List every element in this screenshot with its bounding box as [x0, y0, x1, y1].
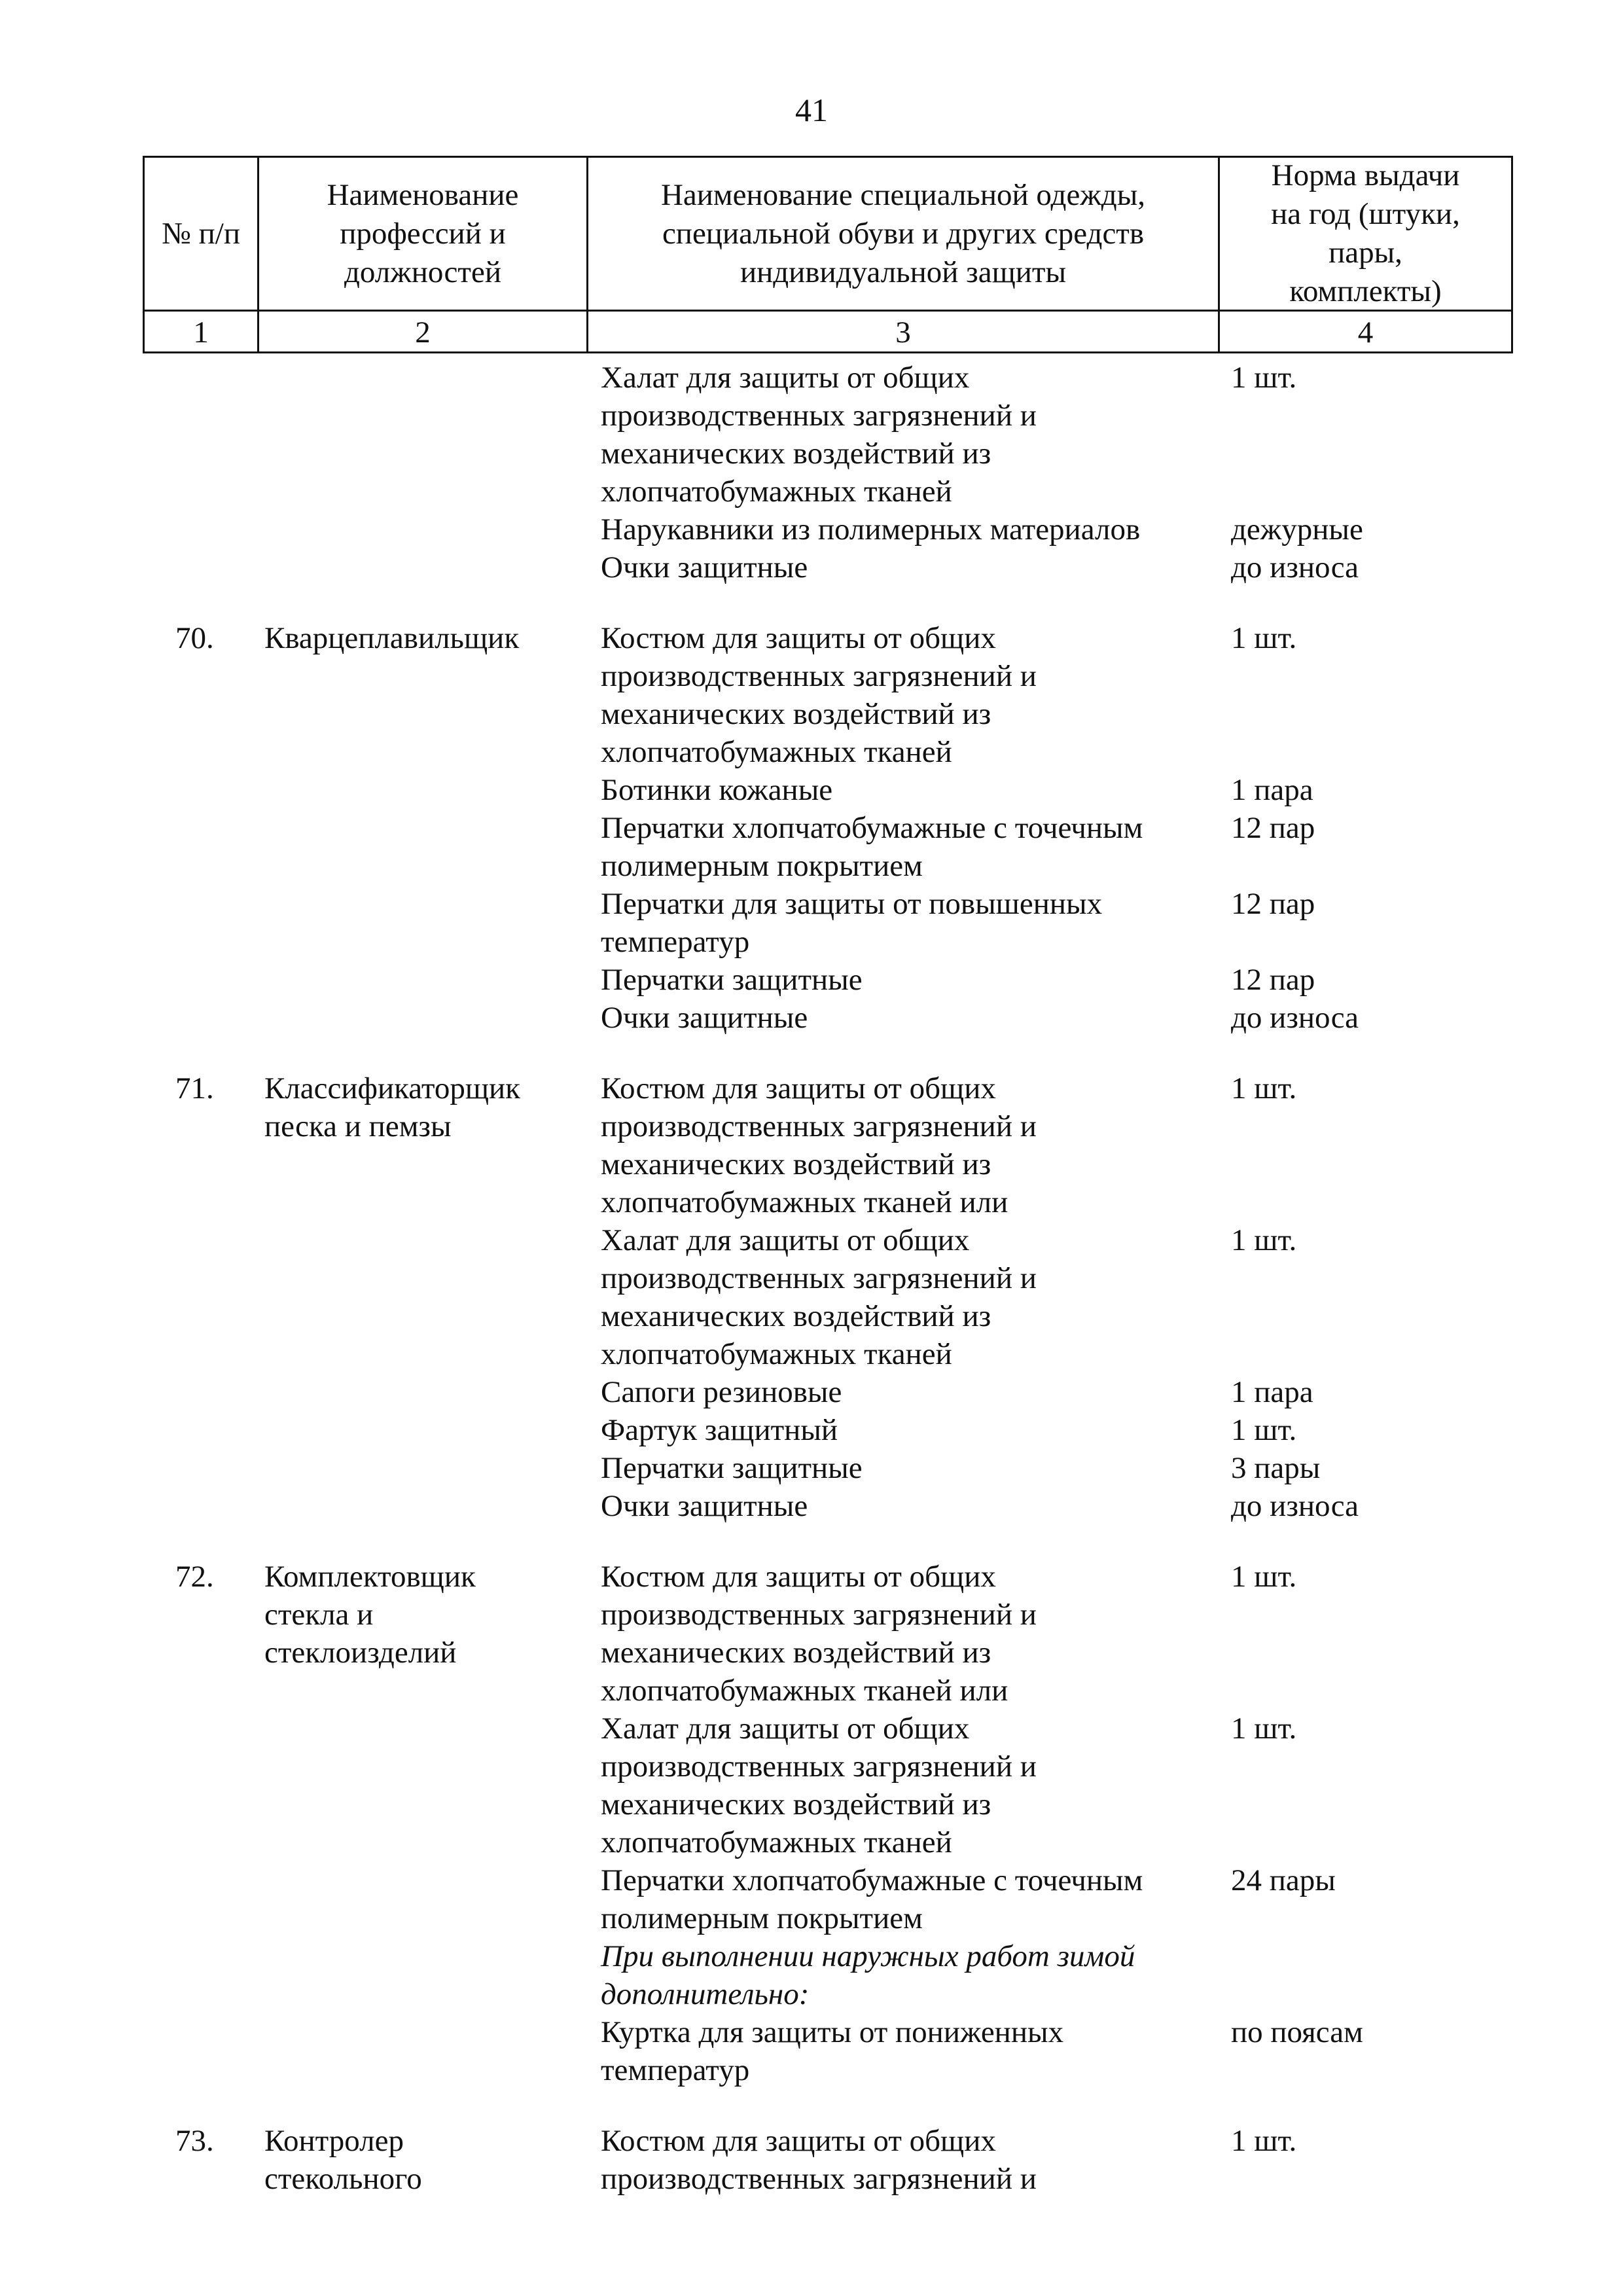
equipment-item — [601, 1487, 1513, 1525]
header-col-profession: Наименование профессий и должностей — [327, 177, 519, 289]
equipment-item — [601, 885, 1513, 961]
row-number: 70. — [175, 621, 214, 655]
equipment-name — [601, 619, 1229, 771]
column-number-2: 2 — [415, 315, 431, 350]
equipment-item — [601, 961, 1513, 999]
equipment-name — [601, 511, 1229, 548]
issue-norm: 1 шт. — [1231, 2124, 1297, 2158]
equipment-item — [601, 1558, 1513, 1710]
equipment-item — [601, 511, 1513, 548]
issue-norm: 1 шт. — [1231, 361, 1297, 395]
equipment-line: механических воздействий из — [601, 1787, 991, 1821]
equipment-line: Очки защитные — [601, 550, 808, 584]
equipment-line: полимерным покрытием — [601, 1901, 923, 1935]
issue-norm: дежурные — [1231, 512, 1363, 547]
equipment-line: Очки защитные — [601, 1489, 808, 1523]
profession-line: Классификаторщик — [264, 1071, 521, 1105]
equipment-item — [601, 359, 1513, 511]
equipment-line: Перчатки защитные — [601, 1451, 863, 1485]
equipment-item — [601, 1449, 1513, 1487]
equipment-item — [601, 809, 1513, 885]
issue-norm: 12 пар — [1231, 811, 1315, 845]
equipment-line: производственных загрязнений и — [601, 1109, 1037, 1143]
profession-name — [264, 1558, 605, 1672]
profession-line: стекла и — [264, 1598, 374, 1632]
equipment-line: Костюм для защиты от общих — [601, 621, 996, 655]
equipment-line: Сапоги резиновые — [601, 1375, 842, 1409]
issue-norm: 12 пар — [1231, 963, 1315, 997]
issue-norm: 1 пара — [1231, 773, 1313, 807]
equipment-item — [601, 1069, 1513, 1221]
issue-norm: 3 пары — [1231, 1451, 1321, 1485]
issue-norm: 24 пары — [1231, 1863, 1336, 1897]
profession-line: Комплектовщик — [264, 1560, 476, 1594]
issue-norm: до износа — [1231, 1489, 1359, 1523]
equipment-line: Ботинки кожаные — [601, 773, 833, 807]
page-number: 41 — [795, 92, 828, 128]
equipment-line: Халат для защиты от общих — [601, 361, 970, 395]
equipment-name — [601, 2013, 1229, 2089]
equipment-name — [601, 885, 1229, 961]
equipment-line: Куртка для защиты от пониженных — [601, 2015, 1064, 2049]
equipment-item — [601, 2122, 1513, 2198]
equipment-name — [601, 1487, 1229, 1525]
equipment-line: производственных загрязнений и — [601, 659, 1037, 693]
issue-norm: до износа — [1231, 1001, 1359, 1035]
equipment-item — [601, 999, 1513, 1037]
equipment-list — [601, 1069, 1513, 1525]
equipment-line: механических воздействий из — [601, 437, 991, 471]
equipment-line: Костюм для защиты от общих — [601, 2124, 996, 2158]
entry-gap — [143, 1525, 1513, 1558]
equipment-line: механических воздействий из — [601, 1147, 991, 1181]
equipment-line: механических воздействий из — [601, 1636, 991, 1670]
issue-norm: 1 шт. — [1231, 1712, 1297, 1746]
table-header — [143, 156, 1513, 353]
equipment-line: полимерным покрытием — [601, 849, 923, 883]
equipment-line: производственных загрязнений и — [601, 2162, 1037, 2196]
table-row — [143, 1069, 1513, 1525]
profession-name — [264, 619, 605, 657]
table-body — [143, 359, 1513, 2198]
equipment-item — [601, 1861, 1513, 1937]
row-number: 72. — [175, 1560, 214, 1594]
equipment-name — [601, 2122, 1229, 2198]
equipment-name — [601, 548, 1229, 586]
equipment-name — [601, 1861, 1229, 1937]
equipment-line: Халат для защиты от общих — [601, 1712, 970, 1746]
equipment-line: хлопчатобумажных тканей или — [601, 1185, 1008, 1219]
column-number-1: 1 — [193, 315, 209, 350]
equipment-name — [601, 771, 1229, 809]
row-number: 73. — [175, 2124, 214, 2158]
equipment-line: производственных загрязнений и — [601, 1749, 1037, 1784]
issue-norm: 12 пар — [1231, 887, 1315, 921]
equipment-item — [601, 771, 1513, 809]
equipment-line: Костюм для защиты от общих — [601, 1560, 996, 1594]
equipment-line: Фартук защитный — [601, 1413, 838, 1447]
equipment-line: Костюм для защиты от общих — [601, 1071, 996, 1105]
equipment-line: производственных загрязнений и — [601, 399, 1037, 433]
equipment-item — [601, 1221, 1513, 1373]
equipment-name — [601, 1558, 1229, 1710]
equipment-line: Перчатки хлопчатобумажные с точечным — [601, 1863, 1143, 1897]
profession-line: стеклоизделий — [264, 1636, 457, 1670]
equipment-name — [601, 1221, 1229, 1373]
profession-line: стекольного — [264, 2162, 422, 2196]
issue-norm: 1 шт. — [1231, 621, 1297, 655]
equipment-line: хлопчатобумажных тканей — [601, 1825, 952, 1859]
issue-norm: 1 шт. — [1231, 1223, 1297, 1257]
table-row — [143, 1558, 1513, 2089]
profession-line: Кварцеплавильщик — [264, 621, 520, 655]
equipment-list — [601, 619, 1513, 1037]
table-row — [143, 359, 1513, 586]
issue-norm: 1 шт. — [1231, 1560, 1297, 1594]
equipment-item — [601, 1411, 1513, 1449]
note-line: При выполнении наружных работ зимой — [601, 1939, 1135, 1973]
equipment-name — [601, 809, 1229, 885]
equipment-line: хлопчатобумажных тканей — [601, 475, 952, 509]
equipment-name — [601, 961, 1229, 999]
equipment-line: Перчатки защитные — [601, 963, 863, 997]
profession-name — [264, 2122, 605, 2198]
header-col-equipment: Наименование специальной одежды, специальной обуви и других средств индивидуальной защиты — [660, 177, 1146, 289]
entry-gap — [143, 2089, 1513, 2122]
equipment-line: температур — [601, 2053, 750, 2087]
equipment-item — [601, 548, 1513, 586]
equipment-name — [601, 1069, 1229, 1221]
equipment-line: механических воздействий из — [601, 697, 991, 731]
equipment-line: Халат для защиты от общих — [601, 1223, 970, 1257]
issue-norm: по поясам — [1231, 2015, 1363, 2049]
condition-note — [601, 1937, 1229, 2013]
profession-line: песка и пемзы — [264, 1109, 452, 1143]
equipment-line: хлопчатобумажных тканей — [601, 1337, 952, 1371]
table-row — [143, 619, 1513, 1037]
equipment-line: производственных загрязнений и — [601, 1598, 1037, 1632]
equipment-name — [601, 1411, 1229, 1449]
equipment-item — [601, 1710, 1513, 1861]
equipment-item — [601, 1373, 1513, 1411]
entry-gap — [143, 586, 1513, 619]
issue-norm: до износа — [1231, 550, 1359, 584]
equipment-line: Очки защитные — [601, 1001, 808, 1035]
equipment-name — [601, 1449, 1229, 1487]
profession-line: Контролер — [264, 2124, 404, 2158]
note-line: дополнительно: — [601, 1977, 810, 2011]
header-col-norm: Норма выдачи на год (штуки, пары, комплекты) — [1271, 158, 1460, 308]
equipment-line: Нарукавники из полимерных материалов — [601, 512, 1141, 547]
equipment-line: температур — [601, 925, 750, 959]
equipment-line: хлопчатобумажных тканей или — [601, 1674, 1008, 1708]
equipment-name — [601, 999, 1229, 1037]
equipment-name — [601, 359, 1229, 511]
equipment-line: механических воздействий из — [601, 1299, 991, 1333]
issue-norm: 1 пара — [1231, 1375, 1313, 1409]
row-number: 71. — [175, 1071, 214, 1105]
equipment-item — [601, 2013, 1513, 2089]
equipment-item — [601, 619, 1513, 771]
equipment-line: хлопчатобумажных тканей — [601, 735, 952, 769]
profession-name — [264, 1069, 605, 1145]
equipment-name — [601, 1373, 1229, 1411]
equipment-line: Перчатки хлопчатобумажные с точечным — [601, 811, 1143, 845]
column-number-3: 3 — [895, 315, 911, 350]
equipment-name — [601, 1710, 1229, 1861]
entry-gap — [143, 1037, 1513, 1069]
issue-norm: 1 шт. — [1231, 1413, 1297, 1447]
equipment-list — [601, 1558, 1513, 2089]
equipment-line: Перчатки для защиты от повышенных — [601, 887, 1103, 921]
table-row — [143, 2122, 1513, 2198]
equipment-line: производственных загрязнений и — [601, 1261, 1037, 1295]
header-col-number: № п/п — [162, 216, 240, 251]
equipment-list — [601, 2122, 1513, 2198]
column-number-4: 4 — [1357, 315, 1374, 350]
equipment-list — [601, 359, 1513, 586]
issue-norm: 1 шт. — [1231, 1071, 1297, 1105]
